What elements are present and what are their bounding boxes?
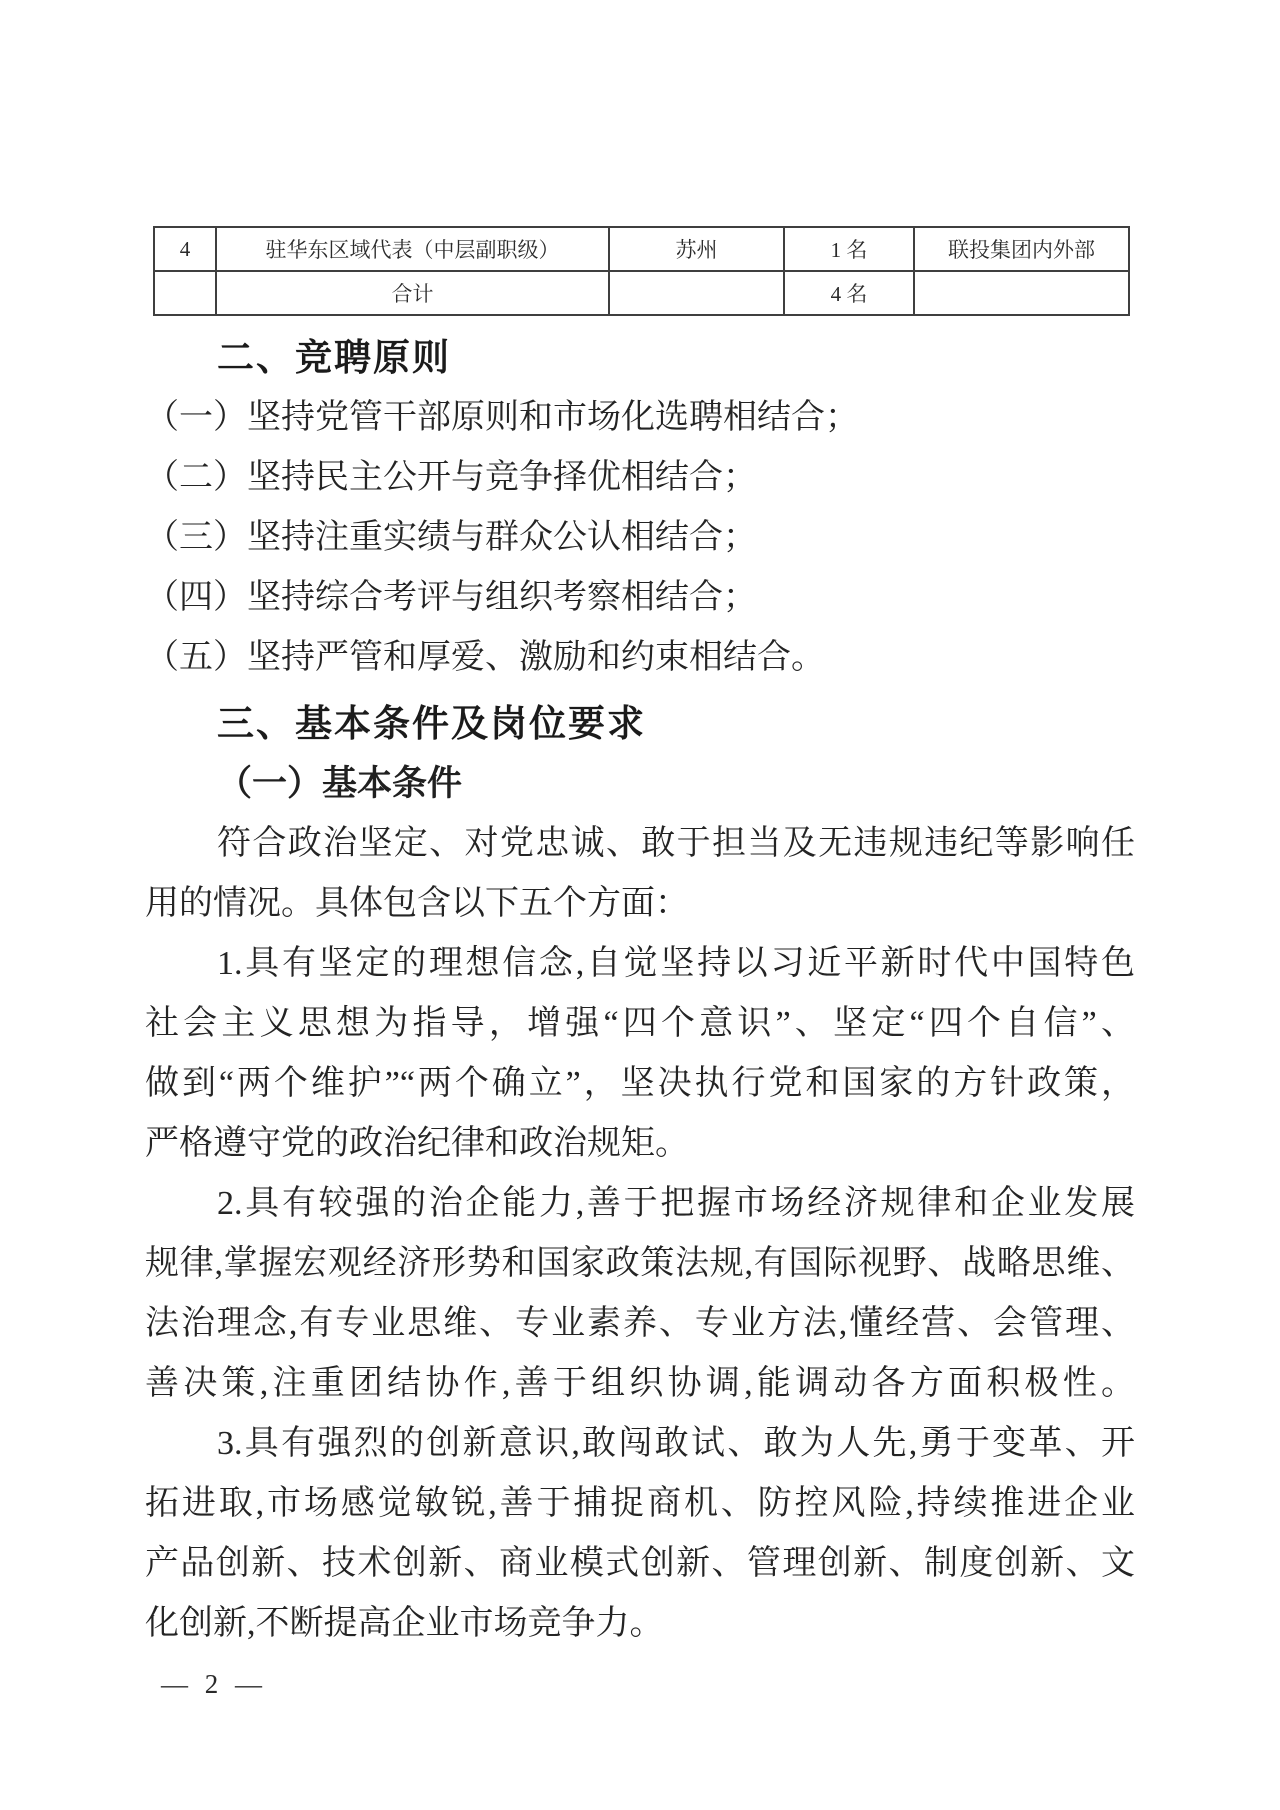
principle-item-3: （三）坚持注重实绩与群众公认相结合； [145,519,757,556]
cell-recruit-scope: 联投集团内外部 [914,227,1129,271]
principle-item-5: （五）坚持严管和厚爱、激励和约束相结合。 [145,639,825,676]
table-row-total [154,271,1129,315]
section-3-heading: 三、基本条件及岗位要求 [217,703,646,744]
positions-table [153,226,1130,316]
paragraph-line: 符合政治坚定、对党忠诚、敢于担当及无违规违纪等影响任 [217,825,1135,862]
principle-item-1: （一）坚持党管干部原则和市场化选聘相结合； [145,399,859,436]
page-content [145,226,1135,1714]
paragraph-line: 拓进取,市场感觉敏锐,善于捕捉商机、防控风险,持续推进企业 [145,1485,1135,1522]
paragraph-line: 产品创新、技术创新、商业模式创新、管理创新、制度创新、文 [145,1545,1135,1582]
principle-item-2: （二）坚持民主公开与竞争择优相结合； [145,459,757,496]
paragraph-line: 化创新,不断提高企业市场竞争力。 [145,1605,664,1642]
cell-location [609,271,784,315]
paragraph-line: 用的情况。具体包含以下五个方面： [145,885,689,922]
cell-location: 苏州 [609,227,784,271]
cell-headcount: 1 名 [784,227,914,271]
section-2-heading: 二、竞聘原则 [217,337,451,378]
paragraph-line: 规律,掌握宏观经济形势和国家政策法规,有国际视野、战略思维、 [145,1245,1135,1282]
cell-row-index: 4 [154,227,216,271]
cell-row-index [154,271,216,315]
section-3-subheading: （一）基本条件 [217,764,463,803]
paragraph-line: 社会主义思想为指导，增强“四个意识”、坚定“四个自信”、 [145,1005,1135,1042]
paragraph-line: 善决策,注重团结协作,善于组织协调,能调动各方面积极性。 [145,1365,1135,1402]
cell-total-label: 合计 [216,271,609,315]
paragraph-line: 3.具有强烈的创新意识,敢闯敢试、敢为人先,勇于变革、开 [217,1425,1135,1462]
paragraph-line: 严格遵守党的政治纪律和政治规矩。 [145,1125,689,1162]
table-row-position-4 [154,227,1129,271]
cell-position-title: 驻华东区域代表（中层副职级） [216,227,609,271]
paragraph-line: 做到“两个维护”“两个确立”，坚决执行党和国家的方针政策， [145,1065,1135,1102]
cell-recruit-scope [914,271,1129,315]
page-number: — 2 — [161,1669,267,1699]
paragraph-line: 1.具有坚定的理想信念,自觉坚持以习近平新时代中国特色 [217,945,1135,982]
paragraph-line: 2.具有较强的治企能力,善于把握市场经济规律和企业发展 [217,1185,1135,1222]
paragraph-line: 法治理念,有专业思维、专业素养、专业方法,懂经营、会管理、 [145,1305,1135,1342]
cell-total-headcount: 4 名 [784,271,914,315]
principle-item-4: （四）坚持综合考评与组织考察相结合； [145,579,757,616]
